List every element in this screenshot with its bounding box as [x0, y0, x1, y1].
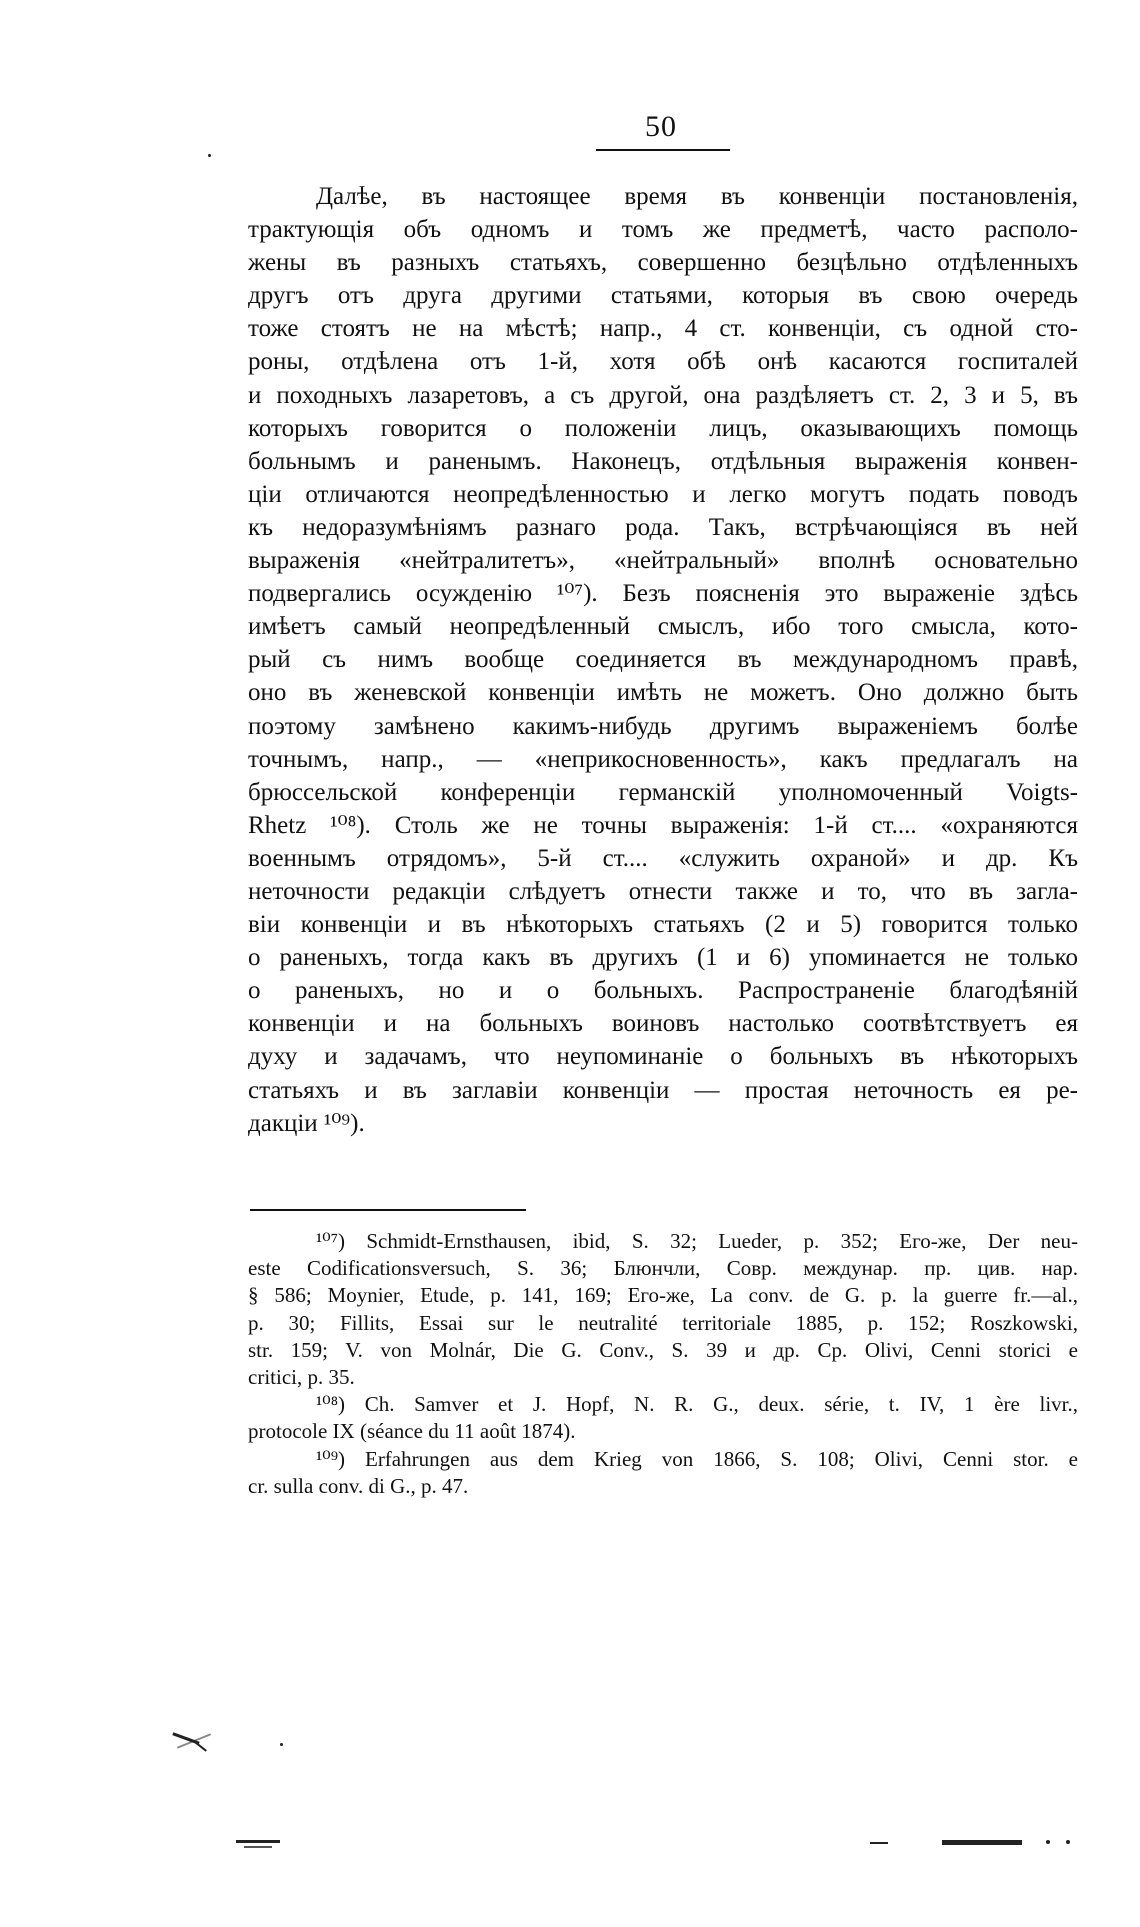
scan-mark	[244, 1846, 272, 1848]
footnote-line: este Codificationsversuch, S. 36; Блюнчли, Совр. междунар. пр. цив. нар.	[248, 1256, 1078, 1281]
scan-mark	[870, 1842, 888, 1844]
footnote-line: ¹⁰⁸) Ch. Samver et J. Hopf, N. R. G., deux. série, t. IV, 1 ère livr.,	[316, 1392, 1078, 1417]
footnote-line: ¹⁰⁹) Erfahrungen aus dem Krieg von 1866, S. 108; Olivi, Cenni stor. e	[316, 1446, 1078, 1471]
footnote-line: str. 159; V. von Molnár, Die G. Conv., S. 39 и др. Ср. Olivi, Cenni storici e	[248, 1337, 1078, 1362]
body-line: брюссельской конференціи германскій уполномоченный Voigts-	[248, 778, 1078, 806]
body-line: о раненыхъ, тогда какъ въ другихъ (1 и 6) упоминается не только	[248, 944, 1078, 972]
body-line: дакціи ¹⁰⁹).	[248, 1109, 365, 1137]
page-number-rule	[596, 149, 730, 151]
body-line: ціи отличаются неопредѣленностью и легко могутъ подать поводъ	[248, 480, 1078, 508]
footnote-line: p. 30; Fillits, Essai sur le neutralité territoriale 1885, p. 152; Roszkowski,	[248, 1310, 1078, 1335]
body-line: конвенціи и на больныхъ воиновъ настолько соотвѣтствуетъ ея	[248, 1010, 1078, 1038]
scan-speck	[1066, 1840, 1070, 1844]
body-line: неточности редакціи слѣдуетъ отнести также и то, что въ загла-	[248, 877, 1078, 905]
footnotes	[248, 1228, 1078, 1500]
body-line: тоже стоятъ не на мѣстѣ; напр., 4 ст. конвенціи, съ одной сто-	[248, 315, 1078, 343]
body-line: Далѣе, въ настоящее время въ конвенціи постановленія,	[316, 183, 1078, 210]
body-line: больнымъ и раненымъ. Наконецъ, отдѣльныя выраженія конвен-	[248, 447, 1078, 475]
body-line: духу и задачамъ, что неупоминаніе о больныхъ въ нѣкоторыхъ	[248, 1043, 1078, 1071]
scan-speck	[280, 1743, 283, 1746]
footnote-line: § 586; Moynier, Etude, p. 141, 169; Его-же, La conv. de G. p. la guerre fr.—al.,	[248, 1283, 1078, 1308]
footnote-line: critici, p. 35.	[248, 1365, 355, 1390]
body-line: имѣетъ самый неопредѣленный смыслъ, ибо того смысла, кото-	[248, 613, 1078, 641]
main-paragraph	[248, 180, 1078, 1140]
page-number: 50	[645, 110, 677, 143]
body-line: роны, отдѣлена отъ 1-й, хотя обѣ онѣ касаются госпиталей	[248, 348, 1078, 376]
footnote-line: cr. sulla conv. di G., p. 47.	[248, 1473, 469, 1498]
scan-speck	[1046, 1840, 1050, 1844]
body-line: къ недоразумѣніямъ разнаго рода. Такъ, встрѣчающіяся въ ней	[248, 513, 1078, 541]
body-line: Rhetz ¹⁰⁸). Столь же не точны выраженія: 1-й ст.... «охраняются	[248, 811, 1078, 839]
footnote-line: protocole IX (séance du 11 août 1874).	[248, 1419, 576, 1444]
body-line: которыхъ говорится о положеніи лицъ, оказывающихъ помощь	[248, 414, 1078, 442]
body-line: оно въ женевской конвенціи имѣть не можетъ. Оно должно быть	[248, 679, 1078, 707]
body-line: трактующія объ одномъ и томъ же предметѣ, часто располо-	[248, 216, 1078, 244]
body-line: поэтому замѣнено какимъ-нибудь другимъ выраженіемъ болѣе	[248, 712, 1078, 740]
body-line: точнымъ, напр., — «неприкосновенность», какъ предлагалъ на	[248, 745, 1078, 773]
body-line: и походныхъ лазаретовъ, а съ другой, она раздѣляетъ ст. 2, 3 и 5, въ	[248, 381, 1078, 409]
body-line: о раненыхъ, но и о больныхъ. Распространеніе благодѣяній	[248, 977, 1078, 1005]
scan-mark	[236, 1840, 280, 1843]
footnote-separator	[250, 1209, 526, 1211]
body-line: віи конвенціи и въ нѣкоторыхъ статьяхъ (2 и 5) говорится только	[248, 911, 1078, 939]
body-line: подвергались осужденію ¹⁰⁷). Безъ поясненія это выраженіе здѣсь	[248, 580, 1078, 608]
body-line: жены въ разныхъ статьяхъ, совершенно безцѣльно отдѣленныхъ	[248, 249, 1078, 277]
body-line: статьяхъ и въ заглавіи конвенціи — простая неточность ея ре-	[248, 1076, 1078, 1104]
body-line: другъ отъ друга другими статьями, которыя въ свою очередь	[248, 282, 1078, 310]
footnote-line: ¹⁰⁷) Schmidt-Ernsthausen, ibid, S. 32; Lueder, p. 352; Его-же, Der neu-	[316, 1229, 1078, 1253]
body-line: выраженія «нейтралитетъ», «нейтральный» вполнѣ основательно	[248, 547, 1078, 575]
scan-speck	[208, 154, 211, 157]
scan-mark	[193, 1740, 207, 1751]
scan-mark	[942, 1840, 1022, 1845]
body-line: рый съ нимъ вообще соединяется въ международномъ правѣ,	[248, 646, 1078, 674]
body-line: военнымъ отрядомъ», 5-й ст.... «служить охраной» и др. Къ	[248, 844, 1078, 872]
